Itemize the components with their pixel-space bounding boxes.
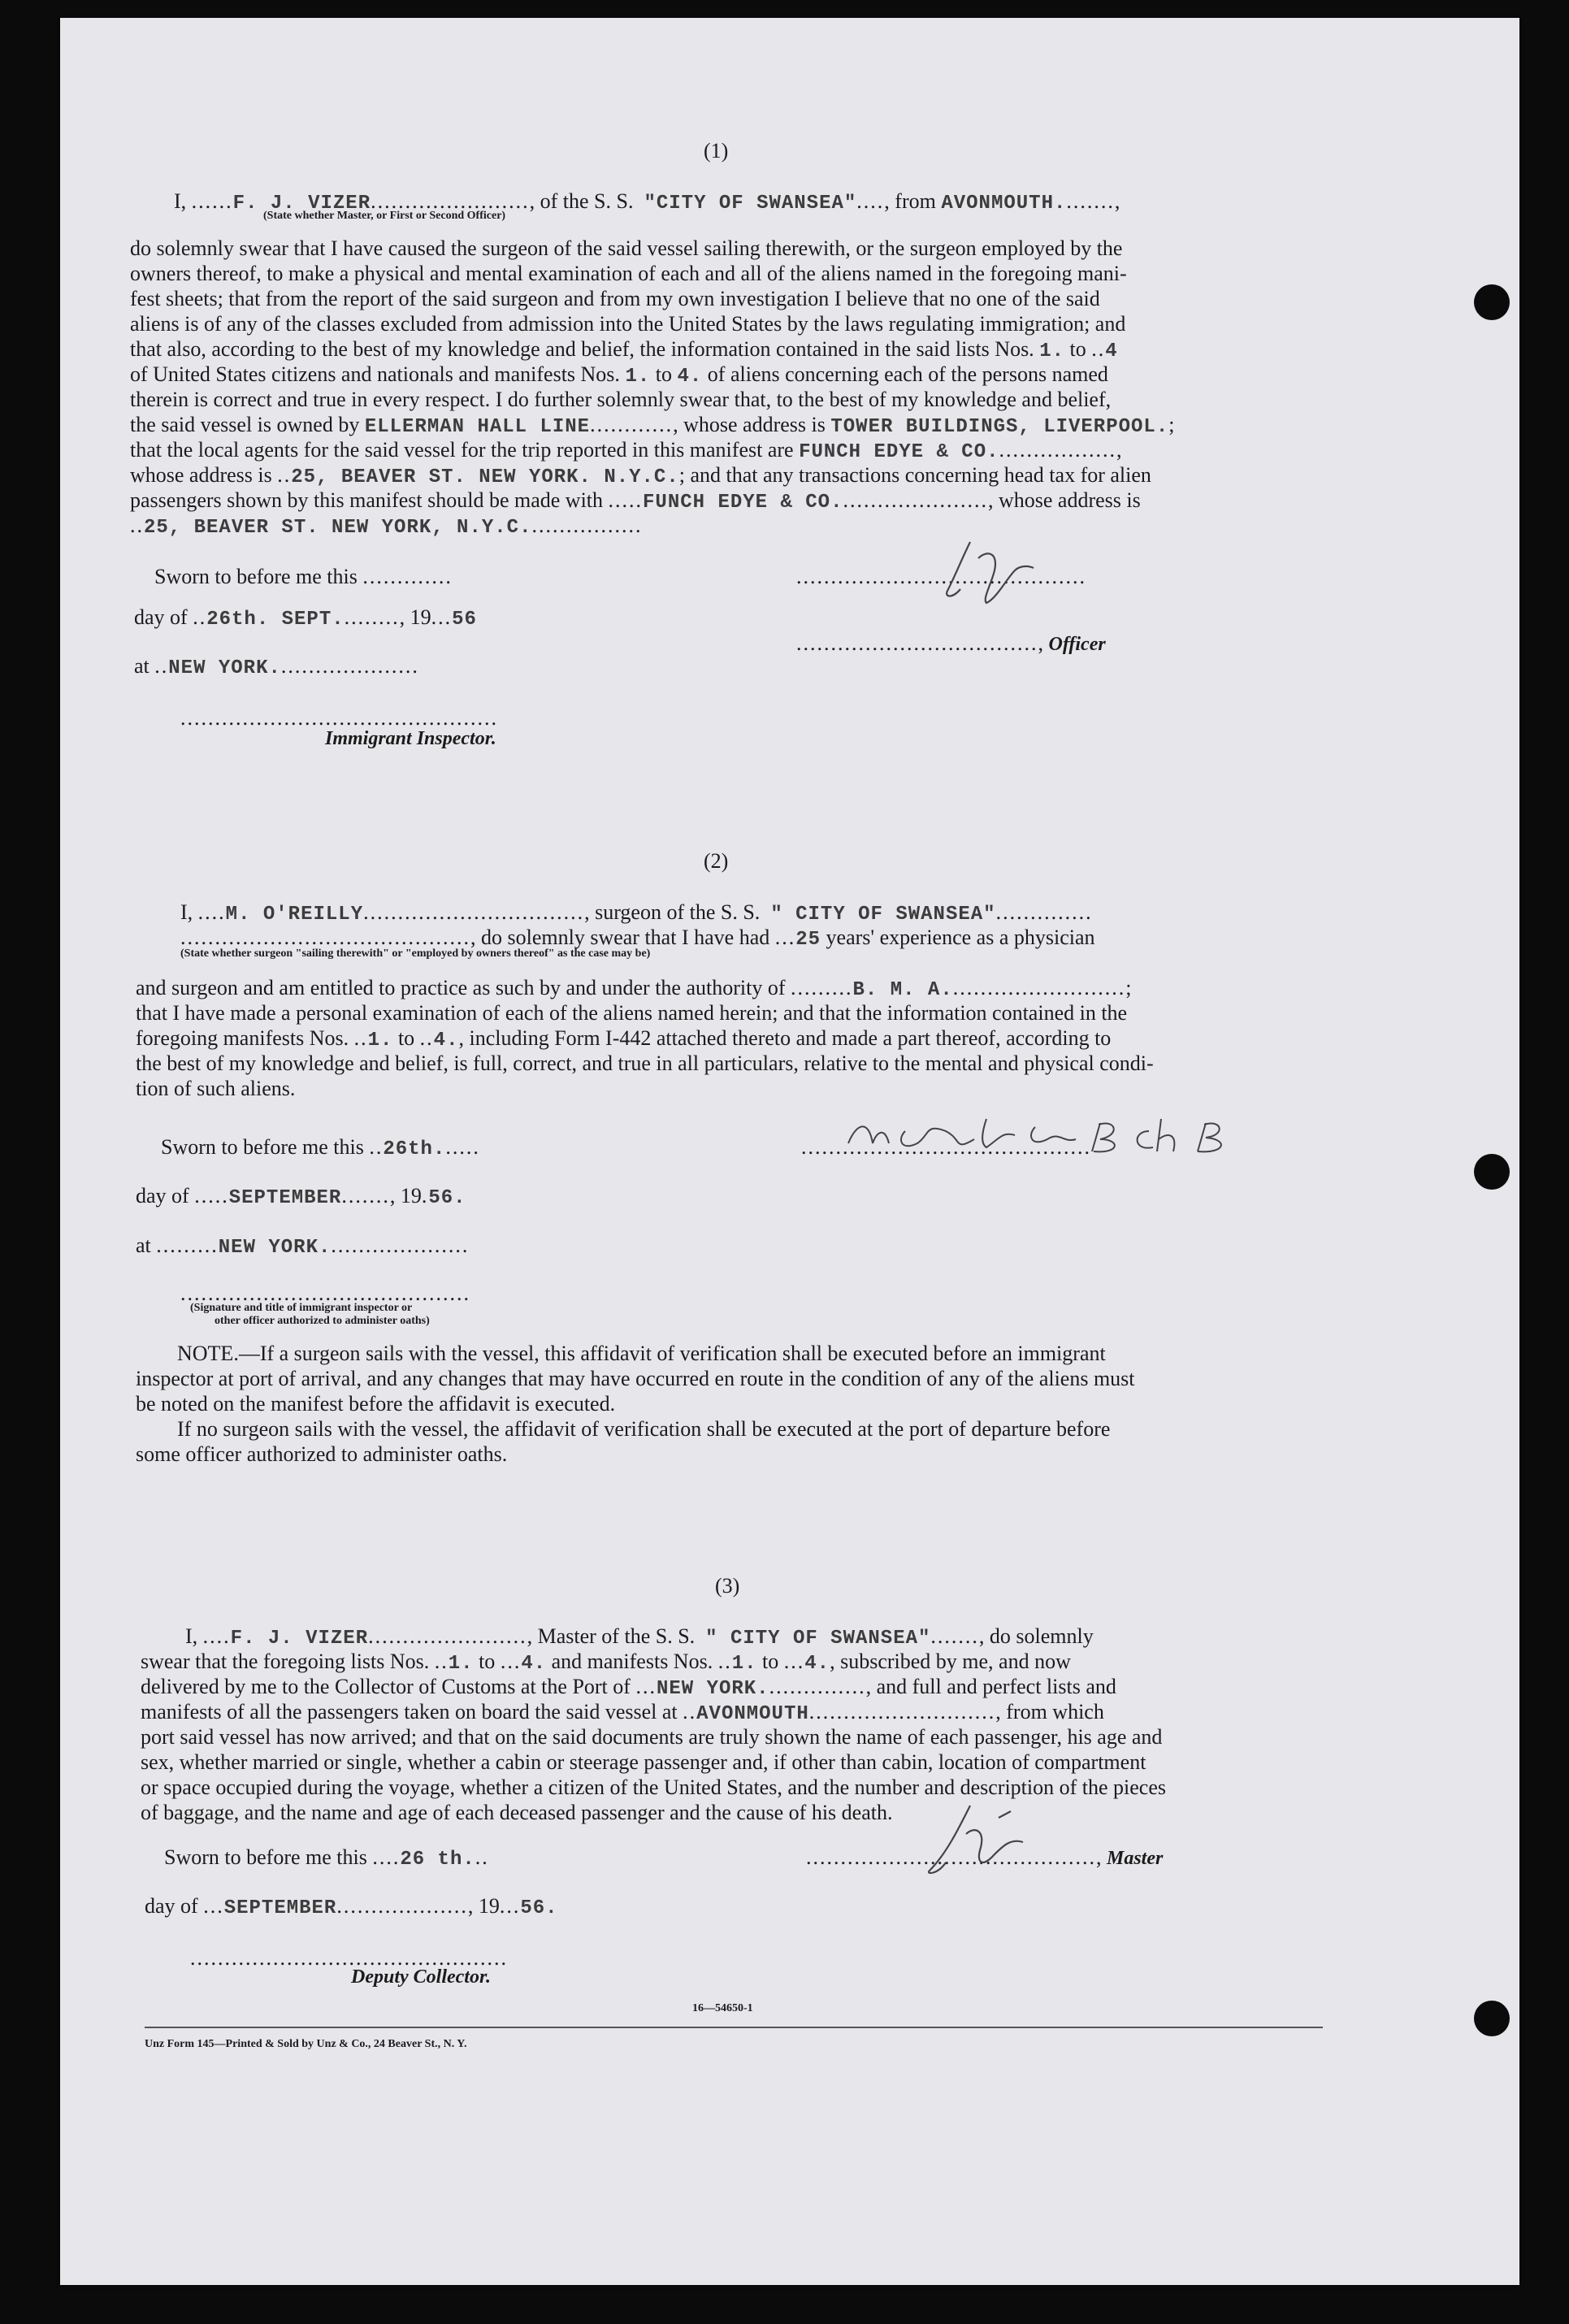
experience-line: .........................................., do solemnly swear that I have had ...25 years' experience as a physician (180, 926, 1095, 951)
owner-name: ELLERMAN HALL LINE (364, 416, 591, 438)
examiner-hint: (Signature and title of immigrant inspector or (190, 1302, 413, 1314)
day-line-2: day of .....SEPTEMBER......., 19.56. (136, 1184, 466, 1209)
officer-title-line: ..................................., Officer (796, 631, 1106, 655)
affidavit1-line: fest sheets; that from the report of the said surgeon and from my own investigation I believe that no one of the said (130, 287, 1100, 310)
sworn-line-1: Sworn to before me this ............. (154, 565, 453, 588)
note-line: some officer authorized to administer oaths. (136, 1442, 508, 1466)
surgeon-name: M. O'REILLY (225, 904, 364, 926)
officer-signature-line: .......................................... (796, 565, 1086, 588)
master-title: Master (1107, 1848, 1164, 1869)
note-line: inspector at port of arrival, and any changes that may have occurred en route in the condition of any of the aliens must (136, 1367, 1135, 1390)
embark-port: AVONMOUTH (696, 1703, 809, 1725)
collector-title: Deputy Collector. (351, 1966, 491, 1988)
affidavit1-line: of United States citizens and nationals and manifests Nos. 1. to 4. of aliens concerning each of the persons named (130, 362, 1108, 388)
master-signature-line: .........................................., Master (806, 1845, 1164, 1869)
punch-hole (1474, 1154, 1510, 1190)
master-signature (921, 1793, 1043, 1883)
vessel-name-3: " CITY OF SWANSEA" (705, 1628, 931, 1650)
agents-name: FUNCH EDYE & CO. (799, 441, 999, 463)
affidavit3-line: delivered by me to the Collector of Customs at the Port of ...NEW YORK..............., and full and perfect lists and (141, 1675, 1116, 1700)
officer-name: F. J. VIZER (232, 193, 371, 215)
agents-address-line: whose address is ..25, BEAVER ST. NEW YORK. N.Y.C.; and that any transactions concerning head tax for alien (130, 463, 1151, 488)
affidavit1-line: therein is correct and true in every respect. I do further solemnly swear that, to the best of my knowledge and belief, (130, 388, 1112, 411)
section-number-2: (2) (704, 849, 729, 873)
document-page (60, 18, 1519, 2285)
affidavit3-line: swear that the foregoing lists Nos. ..1. to ...4. and manifests Nos. ..1. to ...4., subscribed by me, and now (141, 1650, 1071, 1675)
master-line: I, ....F. J. VIZER......................., Master of the S. S. " CITY OF SWANSEA"......., do solemnly (185, 1624, 1094, 1650)
inspector-signature-line: .............................................. (180, 706, 498, 730)
note-line: If no surgeon sails with the vessel, the affidavit of verification shall be executed at the port of departure before (177, 1417, 1111, 1441)
affidavit2-line: tion of such aliens. (136, 1077, 296, 1100)
punch-hole (1474, 284, 1510, 320)
officer-title: Officer (1048, 634, 1106, 655)
footer-imprint: Unz Form 145—Printed & Sold by Unz & Co., 24 Beaver St., N. Y. (145, 2038, 467, 2050)
section-number-3: (3) (715, 1574, 740, 1598)
authority: B. M. A. (852, 979, 953, 1001)
headtax-address: 25, BEAVER ST. NEW YORK, N.Y.C. (144, 517, 532, 539)
affidavit1-line: that also, according to the best of my knowledge and belief, the information contained in the said lists Nos. 1. to ..4 (130, 337, 1118, 362)
affidavit3-line: manifests of all the passengers taken on board the said vessel at ..AVONMOUTH..........................., from which (141, 1700, 1104, 1725)
headtax-address-line: ..25, BEAVER ST. NEW YORK, N.Y.C................. (130, 514, 643, 539)
punch-hole (1474, 2001, 1510, 2036)
affidavit1-line: aliens is of any of the classes excluded from admission into the United States by the laws regulating immigration; and (130, 312, 1126, 336)
agents-line: that the local agents for the said vessel for the trip reported in this manifest are FUNCH EDYE & CO.................., (130, 438, 1122, 463)
vessel-name: "CITY OF SWANSEA" (644, 193, 857, 215)
departure-port: AVONMOUTH. (941, 193, 1067, 215)
note-line: be noted on the manifest before the affidavit is executed. (136, 1392, 616, 1416)
surgeon-hint: (State whether surgeon "sailing therewith" or "employed by owners thereof" as the case may be) (180, 947, 651, 960)
affidavit1-line: do solemnly swear that I have caused the surgeon of the said vessel sailing therewith, or the surgeon employed by the (130, 236, 1123, 260)
surgeon-signature (840, 1107, 1263, 1164)
affidavit3-line: port said vessel has now arrived; and that on the said documents are truly shown the name of each passenger, his age and (141, 1725, 1163, 1749)
examiner-hint: other officer authorized to administer oaths) (215, 1315, 430, 1327)
vessel-name-2: " CITY OF SWANSEA" (770, 904, 996, 926)
affidavit2-line: the best of my knowledge and belief, is full, correct, and true in all particulars, relative to the mental and physical condi- (136, 1051, 1154, 1075)
form-number: 16—54650-1 (692, 2002, 753, 2014)
officer-role-hint: (State whether Master, or First or Second Officer) (263, 210, 506, 222)
years-experience: 25 (795, 929, 821, 951)
examiner-signature-line: .......................................... (180, 1281, 470, 1305)
note-line: NOTE.—If a surgeon sails with the vessel, this affidavit of verification shall be executed before an immigrant (177, 1342, 1106, 1365)
affidavit3-line: sex, whether married or single, whether a cabin or steerage passenger and, if other than cabin, location of compartment (141, 1750, 1146, 1774)
officer-line: I, ......F. J. VIZER......................., of the S. S. "CITY OF SWANSEA"...., from AVONMOUTH........, (174, 189, 1120, 215)
section-number-1: (1) (704, 139, 729, 163)
day-line-3: day of ...SEPTEMBER..................., 19...56. (145, 1894, 558, 1919)
sworn-line-3: Sworn to before me this ....26 th... (164, 1845, 489, 1871)
headtax-line: passengers shown by this manifest should be made with .....FUNCH EDYE & CO......................, whose address is (130, 488, 1141, 514)
surgeon-signature-line: .......................................... (801, 1135, 1091, 1159)
sworn-line-2: Sworn to before me this ..26th...... (161, 1135, 480, 1160)
affidavit3-line: of baggage, and the name and age of each deceased passenger and the cause of his death. (141, 1801, 893, 1824)
affidavit2-line: that I have made a personal examination of each of the aliens named herein; and that the information contained in the (136, 1001, 1128, 1025)
owner-line: the said vessel is owned by ELLERMAN HALL LINE............, whose address is TOWER BUILDINGS, LIVERPOOL.; (130, 413, 1175, 438)
affidavit3-line: or space occupied during the voyage, whether a citizen of the United States, and the number and description of the pieces (141, 1776, 1167, 1799)
day-line-1: day of ..26th. SEPT........., 19...56 (134, 605, 477, 631)
surgeon-line: I, ....M. O'REILLY................................, surgeon of the S. S. " CITY OF SWANSEA".............. (180, 900, 1093, 926)
collector-signature-line: .............................................. (190, 1946, 508, 1970)
at-line-2: at .........NEW YORK..................... (136, 1234, 470, 1259)
inspector-title: Immigrant Inspector. (325, 728, 496, 749)
arrival-port: NEW YORK. (656, 1678, 769, 1700)
owner-address: TOWER BUILDINGS, LIVERPOOL. (830, 416, 1169, 438)
officer-signature (938, 534, 1043, 607)
master-name: F. J. VIZER (230, 1628, 369, 1650)
headtax-agent: FUNCH EDYE & CO. (643, 492, 843, 514)
affidavit1-line: owners thereof, to make a physical and mental examination of each and all of the aliens named in the foregoing mani- (130, 262, 1127, 285)
footer-rule (145, 2027, 1323, 2028)
agents-address: 25, BEAVER ST. NEW YORK. N.Y.C. (291, 466, 679, 488)
at-line-1: at ..NEW YORK..................... (134, 654, 419, 679)
affidavit2-line: foregoing manifests Nos. ..1. to ..4., including Form I-442 attached thereto and made a part thereof, according to (136, 1026, 1112, 1051)
authority-line: and surgeon and am entitled to practice as such by and under the authority of .........B. M. A..........................; (136, 976, 1132, 1001)
